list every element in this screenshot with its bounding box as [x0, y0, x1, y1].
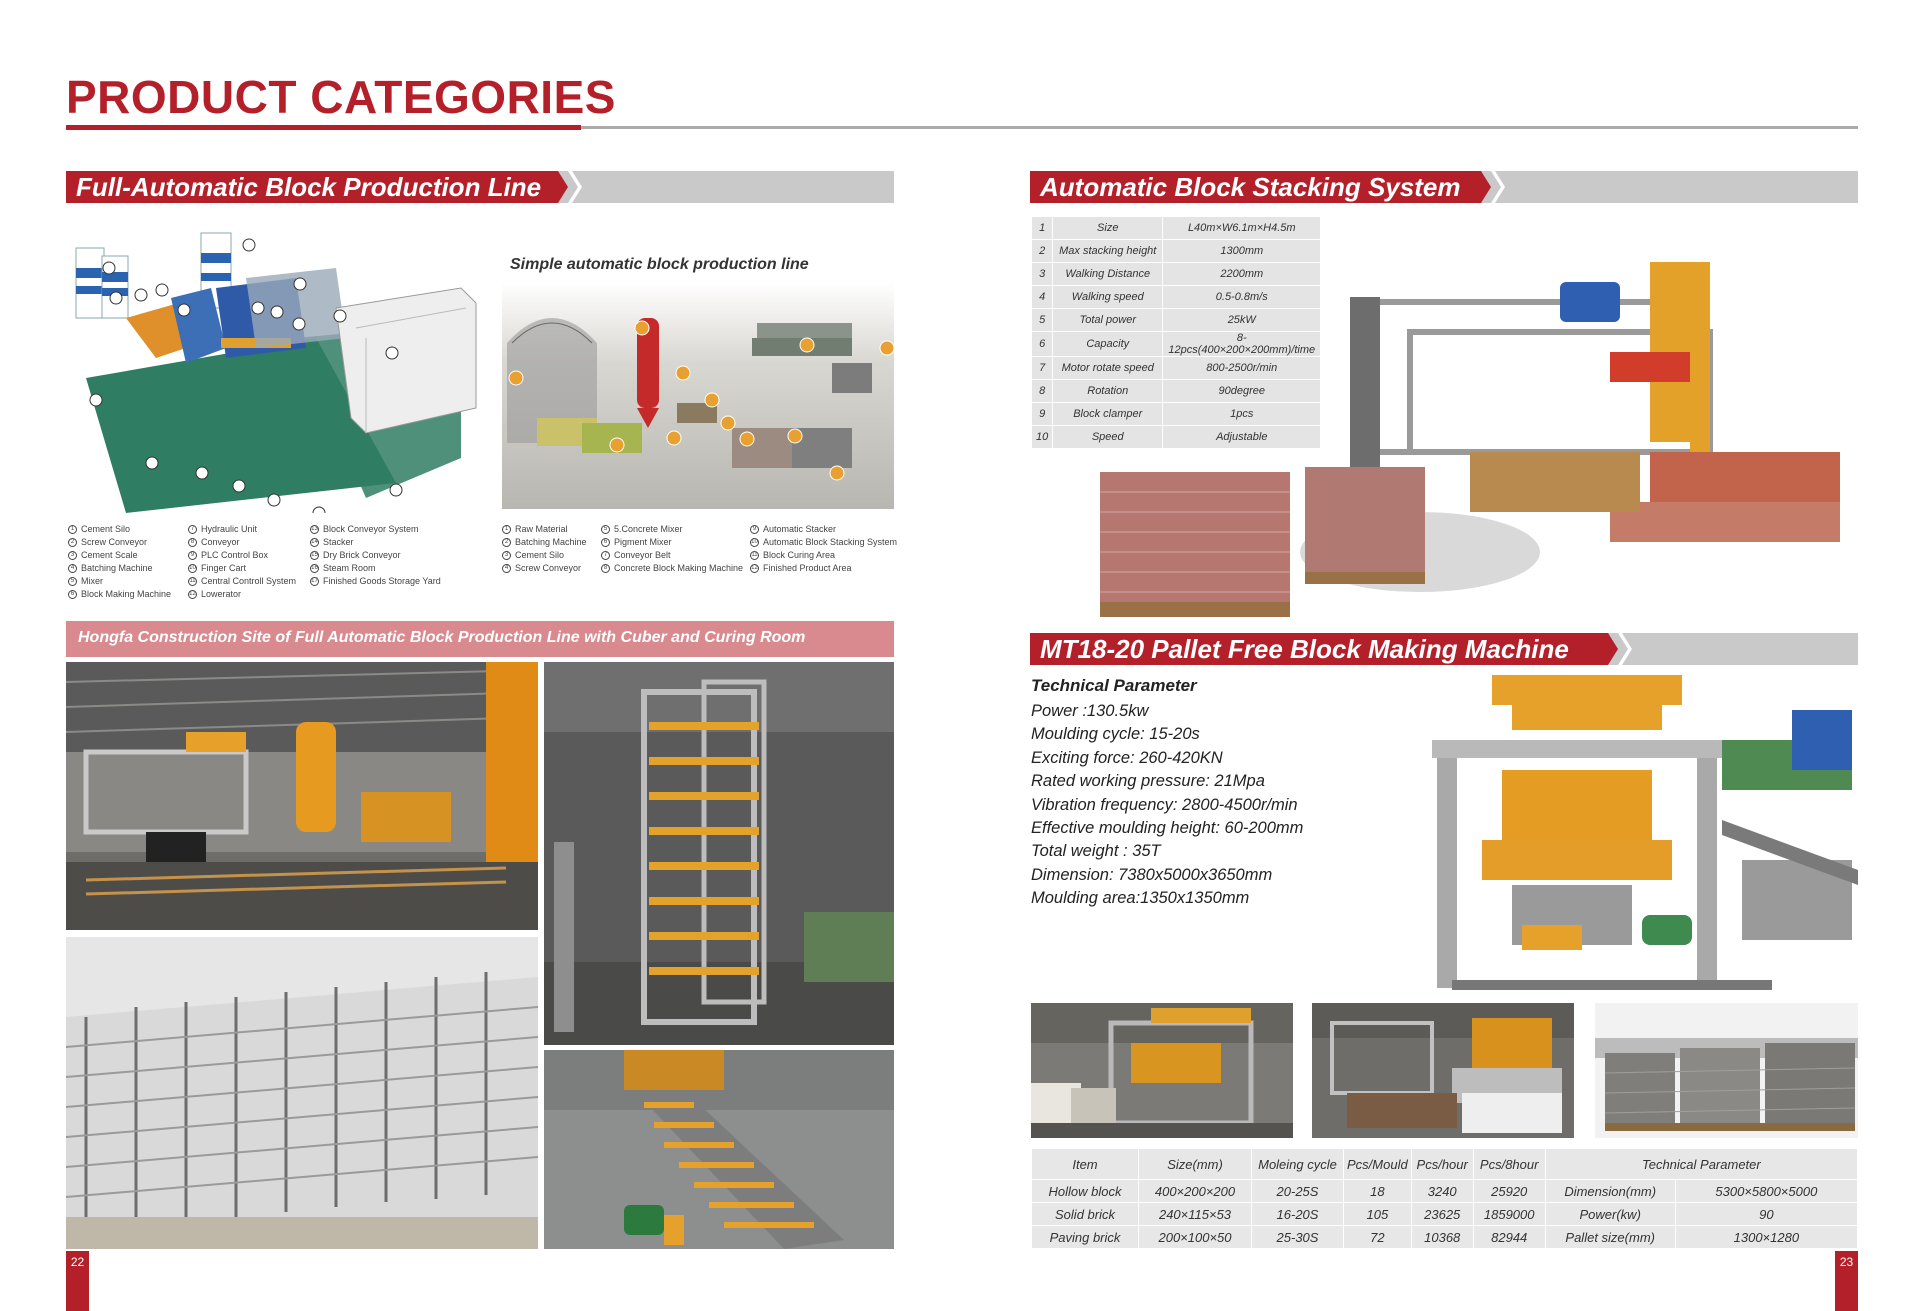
legend-item: 1 Raw Material	[502, 523, 602, 536]
spec-row: 10 Speed Adjustable	[1032, 426, 1321, 449]
table-row: Paving brick 200×100×50 25-30S 72 10368 82944 Pallet size(mm) 1300×1280	[1032, 1226, 1858, 1249]
factory-hall-photo	[66, 662, 538, 930]
stacker-tower-photo	[544, 662, 894, 1045]
page-number-right: 23	[1835, 1251, 1858, 1311]
machine-parameter-table	[1031, 1148, 1858, 1249]
spec-row: 2 Max stacking height 1300mm	[1032, 240, 1321, 263]
machine-photo-2	[1312, 1003, 1574, 1138]
section-title-production-line: Full-Automatic Block Production Line	[76, 172, 542, 202]
legend-item: 8 Concrete Block Making Machine	[601, 562, 751, 575]
spec-row: 6 Capacity 8-12pcs(400×200×200mm)/time	[1032, 332, 1321, 357]
legend-item: 13 Block Conveyor System	[311, 524, 419, 534]
machine-photo-1	[1031, 1003, 1293, 1138]
block-machine-photo	[1362, 670, 1858, 1000]
legend-item: 7 Hydraulic Unit	[188, 523, 308, 536]
legend-item: 6 Pigment Mixer	[601, 536, 751, 549]
legend-item: 15 Dry Brick Conveyor	[311, 550, 401, 560]
legend-item: 8 Conveyor	[188, 536, 308, 549]
section-banner-stacking	[1030, 171, 1858, 203]
site-caption-bar	[66, 621, 894, 657]
legend-production-line-col3	[310, 523, 460, 588]
legend-item: 4 Screw Conveyor	[502, 562, 602, 575]
legend-item: 3 Cement Silo	[502, 549, 602, 562]
curing-room-photo	[66, 937, 538, 1249]
legend-item: 1 Cement Silo	[68, 523, 198, 536]
table-header-row: Item Size(mm) Moleing cycle Pcs/Mould Pcs/hour Pcs/8hour Technical Parameter	[1032, 1149, 1858, 1180]
legend-simple-line-col2	[601, 523, 751, 575]
page-number-left: 22	[66, 1251, 89, 1311]
tech-line: Vibration frequency: 2800-4500r/min	[1031, 795, 1298, 814]
legend-item: 10 Automatic Block Stacking System	[751, 537, 898, 547]
tech-parameter-list	[1031, 700, 1303, 911]
table-row: Hollow block 400×200×200 20-25S 18 3240 25920 Dimension(mm) 5300×5800×5000	[1032, 1180, 1858, 1203]
diagram-caption: Simple automatic block production line	[510, 256, 809, 273]
legend-item: 5 5.Concrete Mixer	[601, 523, 751, 536]
legend-item: 11 Block Curing Area	[751, 550, 836, 560]
legend-production-line-col1	[68, 523, 198, 601]
table-row: Solid brick 240×115×53 16-20S 105 23625 1859000 Power(kw) 90	[1032, 1203, 1858, 1226]
legend-item: 9 Automatic Stacker	[750, 523, 895, 536]
legend-item: 6 Block Making Machine	[68, 588, 198, 601]
legend-simple-line-col1b	[502, 523, 602, 575]
title-underline-gray	[581, 126, 1858, 129]
site-caption: Hongfa Construction Site of Full Automatic Block Production Line with Cuber and Curing Room	[78, 629, 806, 646]
stacking-spec-table	[1031, 216, 1321, 449]
production-line-diagram	[66, 228, 490, 513]
legend-simple-line-col3	[750, 523, 898, 575]
legend-item: 16 Steam Room	[311, 563, 376, 573]
tech-line: Moulding area:1350x1350mm	[1031, 889, 1250, 908]
section-banner-production-line	[66, 171, 894, 203]
tech-line: Total weight : 35T	[1031, 842, 1161, 861]
title-underline-red	[66, 125, 581, 130]
simple-line-diagram	[502, 283, 894, 509]
page-title: PRODUCT CATEGORIES	[66, 71, 616, 123]
section-banner-machine	[1030, 633, 1858, 665]
legend-item: 2 Batching Machine	[502, 536, 602, 549]
spec-row: 7 Motor rotate speed 800-2500r/min	[1032, 357, 1321, 380]
legend-item: 4 Batching Machine	[68, 562, 198, 575]
legend-item: 5 Mixer	[68, 575, 198, 588]
legend-item: 3 Cement Scale	[68, 549, 198, 562]
legend-item: 12 Finished Product Area	[751, 563, 852, 573]
legend-item: 10 Finger Cart	[189, 563, 247, 573]
legend-production-line-col2	[188, 523, 308, 601]
tech-parameter-heading: Technical Parameter	[1031, 676, 1197, 695]
legend-item: 12 Lowerator	[189, 589, 242, 599]
spec-row: 1 Size L40m×W6.1m×H4.5m	[1032, 217, 1321, 240]
legend-item: 11 Central Controll System	[189, 576, 297, 586]
spec-row: 9 Block clamper 1pcs	[1032, 403, 1321, 426]
tech-line: Dimension: 7380x5000x3650mm	[1031, 865, 1273, 884]
tech-line: Effective moulding height: 60-200mm	[1031, 819, 1304, 838]
finished-blocks-photo	[1595, 1003, 1858, 1138]
legend-item: 17 Finished Goods Storage Yard	[311, 576, 441, 586]
spec-row: 5 Total power 25kW	[1032, 309, 1321, 332]
section-title-machine: MT18-20 Pallet Free Block Making Machine	[1040, 634, 1569, 664]
spec-row: 8 Rotation 90degree	[1032, 380, 1321, 403]
section-title-stacking: Automatic Block Stacking System	[1040, 172, 1461, 202]
legend-item: 9 PLC Control Box	[188, 549, 308, 562]
tech-line: Moulding cycle: 15-20s	[1031, 725, 1200, 744]
legend-item: 14 Stacker	[311, 537, 354, 547]
conveyor-photo	[544, 1050, 894, 1249]
legend-item: 7 Conveyor Belt	[601, 549, 751, 562]
spec-row: 3 Walking Distance 2200mm	[1032, 263, 1321, 286]
spec-row: 4 Walking speed 0.5-0.8m/s	[1032, 286, 1321, 309]
tech-line: Power :130.5kw	[1031, 702, 1149, 720]
tech-line: Rated working pressure: 21Mpa	[1031, 772, 1265, 791]
tech-line: Exciting force: 260-420KN	[1031, 748, 1223, 767]
legend-item: 2 Screw Conveyor	[68, 536, 198, 549]
